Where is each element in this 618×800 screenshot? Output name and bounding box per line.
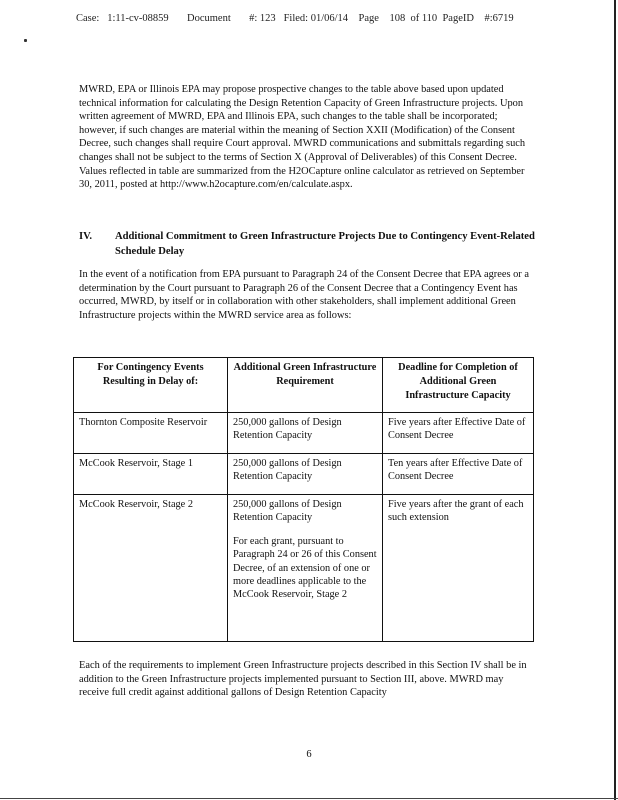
document-label: Document	[187, 13, 231, 24]
cell-requirement-with-note	[228, 495, 383, 642]
section-number: IV.	[79, 231, 93, 242]
cell-requirement: 250,000 gallons of Design Retention Capacity	[228, 413, 383, 454]
column-header-event: For Contingency Events Resulting in Delay of:	[74, 358, 228, 413]
cell-requirement-note: For each grant, pursuant to Paragraph 24 or 26 of this Consent Decree, of an extension of one or more deadlines applicable to the McCook Reservoir, Stage 2	[233, 535, 377, 601]
contingency-requirements-table	[73, 357, 534, 642]
section-paragraph: In the event of a notification from EPA pursuant to Paragraph 24 of the Consent Decree that EPA agrees or a determination by the Court pursuant to Paragraph 26 of the Consent Decree that a Contingency Event has occurred, MWRD, by itself or in collaboration with other stakeholders, shall implement additional Green Infrastructure projects within the MWRD service area as follows:	[79, 269, 529, 321]
cell-deadline: Ten years after Effective Date of Consent Decree	[383, 454, 534, 495]
pageid-label: PageID	[442, 13, 474, 24]
page-number: 108	[389, 13, 406, 24]
table-row	[74, 454, 534, 495]
filed-date: Filed: 01/06/14	[283, 13, 349, 24]
page-label: Page	[358, 13, 379, 24]
cell-requirement: 250,000 gallons of Design Retention Capacity	[228, 454, 383, 495]
column-header-requirement: Additional Green Infrastructure Requirement	[228, 358, 383, 413]
case-label: Case:	[76, 13, 100, 24]
cell-deadline: Five years after the grant of each such extension	[383, 495, 534, 642]
column-header-deadline: Deadline for Completion of Additional Green Infrastructure Capacity	[383, 358, 534, 413]
cell-event: McCook Reservoir, Stage 1	[74, 454, 228, 495]
scan-edge-right	[614, 0, 616, 800]
cell-requirement: 250,000 gallons of Design Retention Capacity	[233, 499, 342, 524]
cell-event: McCook Reservoir, Stage 2	[74, 495, 228, 642]
page-total: of 110	[410, 13, 438, 24]
case-number: 1:11-cv-08859	[107, 13, 169, 24]
court-filing-header	[76, 13, 596, 24]
closing-paragraph: Each of the requirements to implement Green Infrastructure projects described in this Section IV shall be in addition to the Green Infrastructure projects implemented pursuant to Section III, above. MWRD may receive full credit against additional gallons of Design Retention Capacity	[79, 660, 527, 699]
cell-deadline: Five years after Effective Date of Consent Decree	[383, 413, 534, 454]
document-number: #: 123	[249, 13, 276, 24]
section-title: Additional Commitment to Green Infrastructure Projects Due to Contingency Event-Related Schedule Delay	[115, 231, 535, 257]
table-row	[74, 413, 534, 454]
intro-paragraph: MWRD, EPA or Illinois EPA may propose prospective changes to the table above based upon updated technical information for calculating the Design Retention Capacity of Green Infrastructure projects. Upon written agreement of MWRD, EPA and Illinois EPA, such changes to the table shall be incorporated; however, if such changes are material within the meaning of Section XXII (Modification) of the Consent Decree, such changes shall require Court approval. MWRD communications and submittals regarding such changes shall not be subject to the terms of Section X (Approval of Deliverables) of this Consent Decree. Values reflected in table are summarized from the H2OCapture online calculator as retrieved on September 30, 2011, posted at http://www.h2ocapture.com/en/calculate.aspx.	[79, 84, 526, 191]
pageid-number: #:6719	[484, 13, 514, 24]
page-number-footer: 6	[306, 749, 312, 760]
cell-event: Thornton Composite Reservoir	[74, 413, 228, 454]
scan-speck	[24, 39, 27, 42]
scan-edge-bottom	[0, 798, 618, 799]
table-header-row	[74, 358, 534, 413]
table-row	[74, 495, 534, 642]
